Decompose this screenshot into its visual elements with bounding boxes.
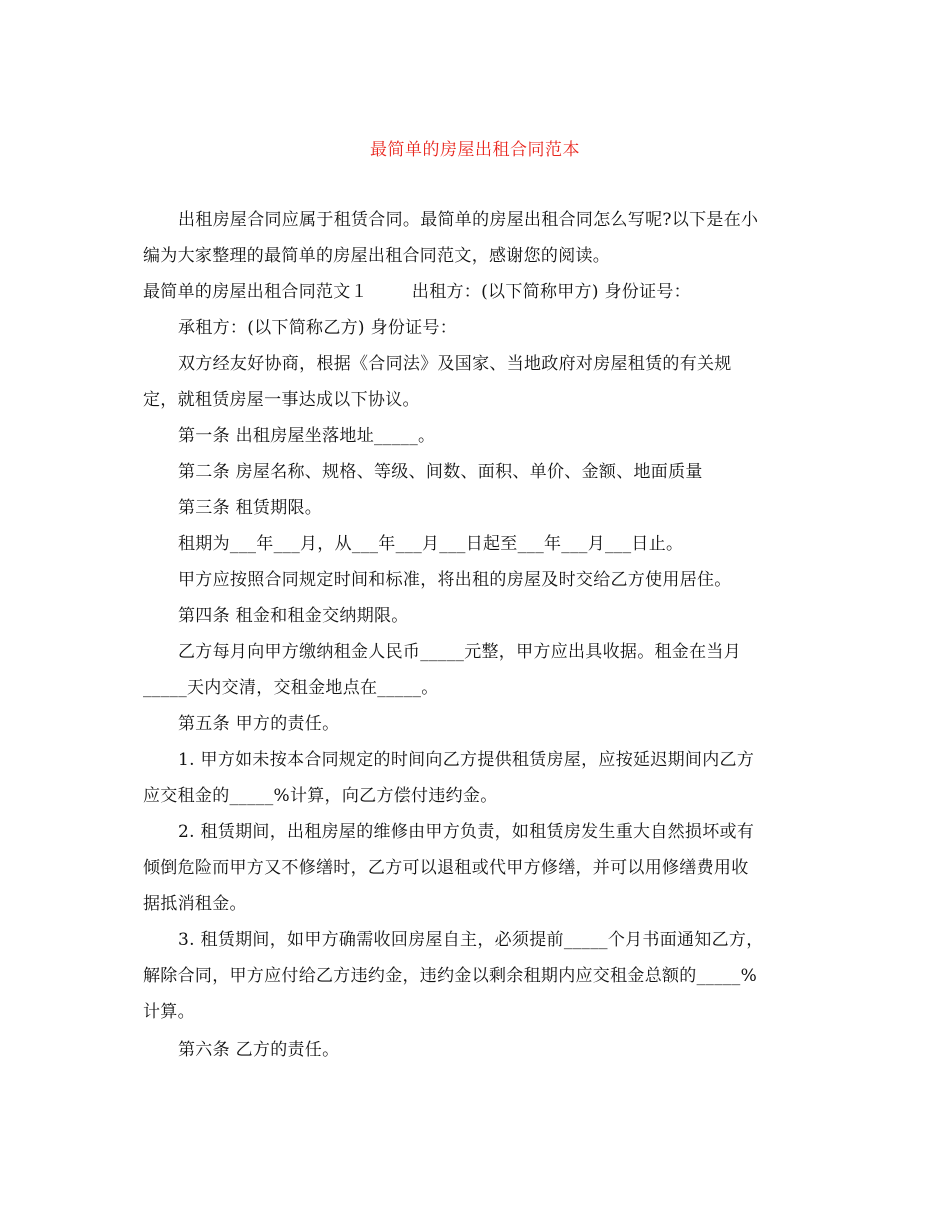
clause-3: 3. 租赁期间，如甲方确需收回房屋自主，必须提前_____个月书面通知乙方， — [178, 930, 764, 950]
paragraph-line: 双方经友好协商，根据《合同法》及国家、当地政府对房屋租赁的有关规 — [178, 354, 732, 374]
paragraph-line: 出租房屋合同应属于租赁合同。最简单的房屋出租合同怎么写呢?以下是在小 — [178, 210, 759, 230]
paragraph-line: 倾倒危险而甲方又不修缮时，乙方可以退租或代甲方修缮，并可以用修缮费用收 — [143, 858, 749, 878]
paragraph-line: 编为大家整理的最简单的房屋出租合同范文，感谢您的阅读。 — [143, 246, 611, 266]
clause-2: 2. 租赁期间，出租房屋的维修由甲方负责，如租赁房发生重大自然损坏或有 — [178, 822, 755, 842]
article-6: 第六条 乙方的责任。 — [178, 1040, 340, 1060]
paragraph-line: 据抵消租金。 — [143, 894, 247, 914]
paragraph-line: 乙方每月向甲方缴纳租金人民币_____元整，甲方应出具收据。租金在当月 — [178, 642, 741, 662]
paragraph-line: 解除合同，甲方应付给乙方违约金，违约金以剩余租期内应交租金总额的_____% — [143, 966, 758, 986]
clause-1: 1. 甲方如未按本合同规定的时间向乙方提供租赁房屋，应按延迟期间内乙方 — [178, 750, 755, 770]
article-4: 第四条 租金和租金交纳期限。 — [178, 606, 409, 626]
document-title: 最简单的房屋出租合同范本 — [370, 140, 580, 160]
paragraph-line: 应交租金的_____%计算，向乙方偿付违约金。 — [143, 786, 498, 806]
paragraph-line: _____天内交清，交租金地点在_____。 — [143, 678, 439, 698]
article-5: 第五条 甲方的责任。 — [178, 714, 340, 734]
article-3: 第三条 租赁期限。 — [178, 498, 323, 518]
paragraph-line: 租期为___年___月，从___年___月___日起至___年___月___日止。 — [178, 534, 684, 554]
article-1: 第一条 出租房屋坐落地址_____。 — [178, 426, 436, 446]
sample-heading: 最简单的房屋出租合同范文１ — [143, 282, 368, 302]
paragraph-line: 定，就租赁房屋一事达成以下协议。 — [143, 390, 420, 410]
paragraph-line: 计算。 — [143, 1002, 195, 1022]
paragraph-line-heading — [143, 280, 813, 304]
lessor-label: 出租方：(以下简称甲方) 身份证号： — [411, 282, 691, 302]
lessee-label: 承租方：(以下简称乙方) 身份证号： — [178, 318, 458, 338]
article-2: 第二条 房屋名称、规格、等级、间数、面积、单价、金额、地面质量 — [178, 462, 703, 482]
paragraph-line: 甲方应按照合同规定时间和标准，将出租的房屋及时交给乙方使用居住。 — [178, 570, 732, 590]
